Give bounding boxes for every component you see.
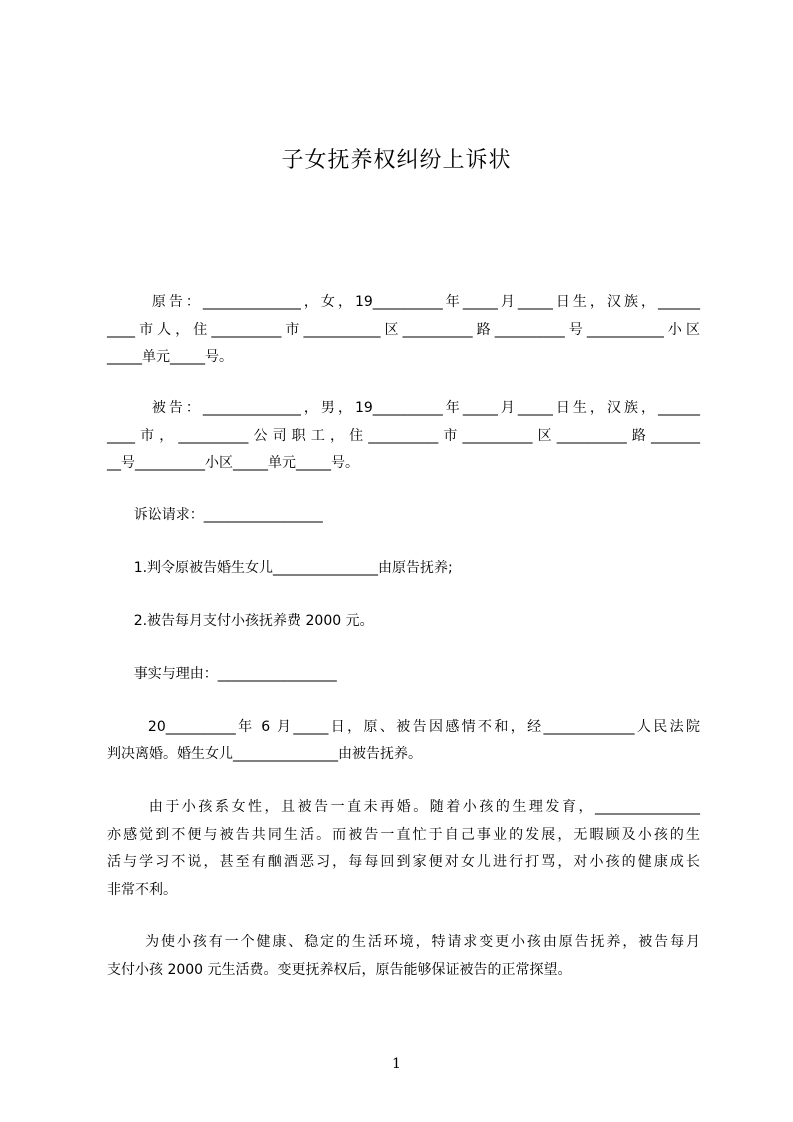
defendant-line-1: 被告：______________，男，19__________年_____月_____日生，汉族，______ (107, 400, 700, 416)
defendant-line-2: ____市，__________公司职工，住__________市__________区__________路_______ (107, 428, 700, 444)
document-title: 子女抚养权纠纷上诉状 (281, 148, 512, 173)
plaintiff-line-3: _____单元_____号。 (107, 349, 233, 365)
claims-heading: 诉讼请求：_________________ (107, 507, 323, 523)
facts-paragraph-1-line-1: 20__________年 6 月_____日，原、被告因感情不和，经_____________人民法院 (107, 719, 700, 735)
request-paragraph-line-1: 为使小孩有一个健康、稳定的生活环境，特请求变更小孩由原告抚养，被告每月 (107, 934, 700, 950)
claim-item-2: 2.被告每月支付小孩抚养费 2000 元。 (107, 613, 374, 629)
facts-paragraph-2-line-1: 由于小孩系女性，且被告一直未再婚。随着小孩的生理发育，_______________ (107, 799, 700, 815)
facts-heading: 事实与理由：_________________ (107, 666, 337, 682)
facts-paragraph-2-line-3: 活与学习不说，甚至有酗酒恶习，每每回到家便对女儿进行打骂，对小孩的健康成长 (107, 854, 700, 870)
facts-paragraph-2-line-4: 非常不利。 (107, 882, 177, 898)
defendant-line-3: __号__________小区_____单元_____号。 (107, 455, 359, 471)
plaintiff-line-1: 原告：______________，女，19__________年_____月_____日生，汉族，______ (107, 294, 700, 310)
facts-paragraph-2-line-2: 亦感觉到不便与被告共同生活。而被告一直忙于自己事业的发展，无暇顾及小孩的生 (107, 827, 700, 843)
request-paragraph-line-2: 支付小孩 2000 元生活费。变更抚养权后，原告能够保证被告的正常探望。 (107, 962, 572, 978)
page-number: 1 (392, 1056, 401, 1072)
facts-paragraph-1-line-2: 判决离婚。婚生女儿_______________由被告抚养。 (107, 746, 422, 762)
claim-item-1: 1.判令原被告婚生女儿_______________由原告抚养; (107, 560, 453, 576)
plaintiff-line-2: ____市人，住__________市___________区__________路__________号___________小区 (107, 322, 700, 338)
